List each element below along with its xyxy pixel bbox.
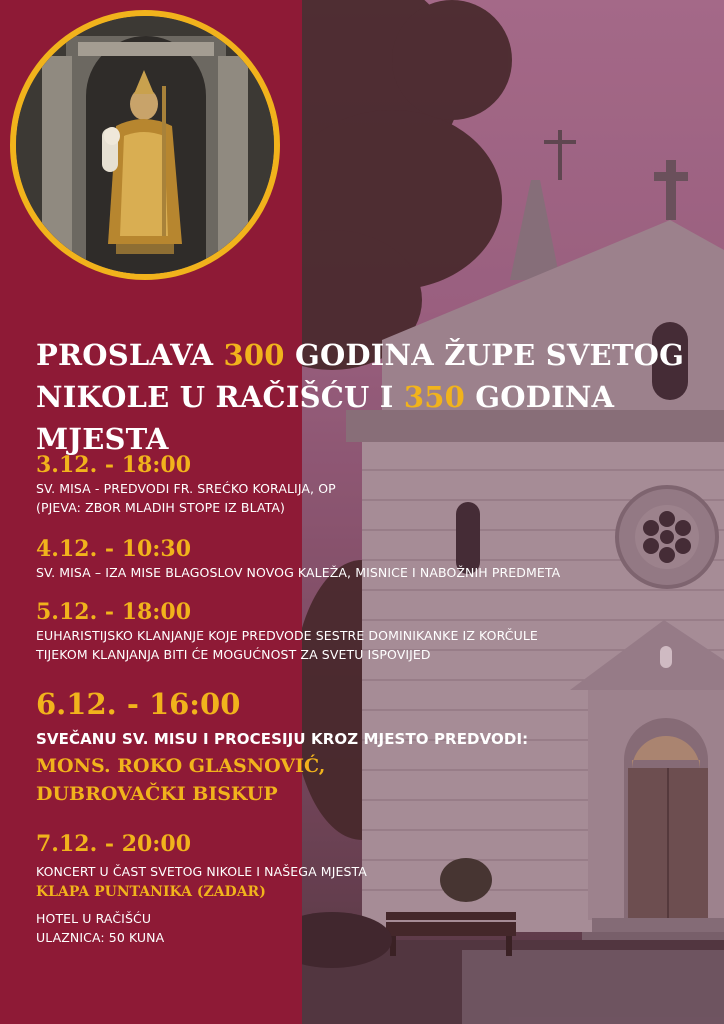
event-ticket-price: ULAZNICA: 50 KUNA — [36, 930, 165, 945]
event-venue: HOTEL U RAČIŠĆU — [36, 911, 152, 926]
event-performer: KLAPA PUNTANIKA (ZADAR) — [36, 884, 266, 900]
title-line-1 — [36, 334, 706, 376]
saint-nicholas-statue-photo — [10, 10, 280, 280]
title-number-300: 300 — [223, 338, 285, 372]
event-4-dec — [36, 535, 676, 582]
event-date: 3.12. - 18:00 — [36, 452, 192, 478]
event-description: (PJEVA: ZBOR MLADIH STOPE IZ BLATA) — [36, 500, 285, 515]
event-description: SVEČANU SV. MISU I PROCESIJU KROZ MJESTO PREDVODI: — [36, 730, 529, 748]
event-6-dec — [36, 686, 676, 808]
title-line-2 — [36, 376, 706, 460]
event-date: 6.12. - 16:00 — [36, 687, 241, 721]
event-5-dec — [36, 598, 676, 664]
event-date: 5.12. - 18:00 — [36, 599, 192, 625]
event-description: EUHARISTIJSKO KLANJANJE KOJE PREDVODE SESTRE DOMINIKANKE IZ KORČULE — [36, 628, 538, 643]
page-title — [36, 334, 706, 460]
event-description: TIJEKOM KLANJANJA BITI ĆE MOGUĆNOST ZA SVETU ISPOVIJED — [36, 647, 431, 662]
event-description: SV. MISA - PREDVODI FR. SREĆKO KORALIJA, OP — [36, 481, 336, 496]
statue-image — [16, 16, 274, 274]
event-celebrant: MONS. ROKO GLASNOVIĆ, — [36, 755, 326, 777]
event-celebrant-title: DUBROVAČKI BISKUP — [36, 783, 278, 805]
title-text: GODINA MJESTA — [36, 380, 615, 456]
title-text: PROSLAVA — [36, 338, 224, 372]
event-date: 7.12. - 20:00 — [36, 831, 192, 857]
title-number-350: 350 — [403, 380, 465, 414]
event-date: 4.12. - 10:30 — [36, 536, 192, 562]
event-3-dec — [36, 451, 676, 517]
event-description: KONCERT U ČAST SVETOG NIKOLE I NAŠEGA MJESTA — [36, 864, 367, 879]
title-text: GODINA ŽUPE SVETOG — [284, 338, 685, 372]
event-description: SV. MISA – IZA MISE BLAGOSLOV NOVOG KALEŽA, MISNICE I NABOŽNIH PREDMETA — [36, 565, 561, 580]
title-text: NIKOLE U RAČIŠĆU I — [36, 380, 404, 414]
event-7-dec — [36, 830, 676, 947]
